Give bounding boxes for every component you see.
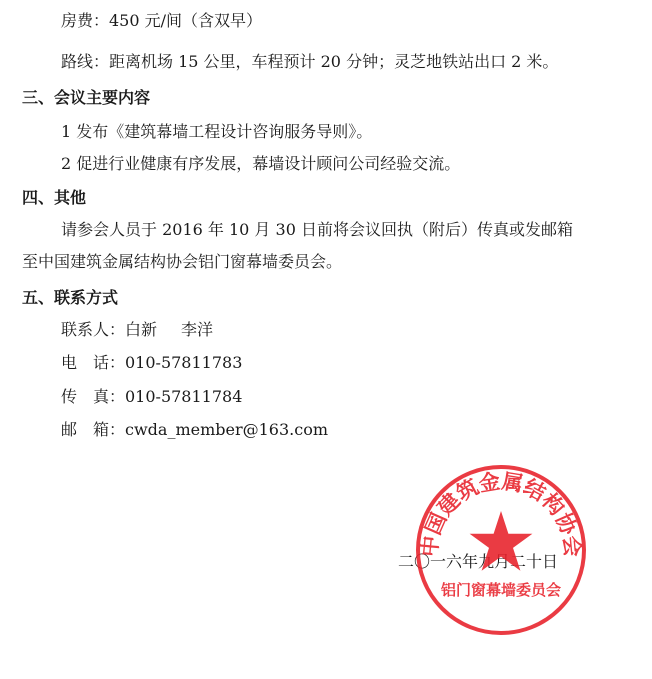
- contact-name-1: 白新: [125, 320, 158, 339]
- document-date: 二〇一六年九月二十日: [398, 552, 559, 571]
- seal-graphic: [414, 463, 588, 637]
- section5-heading: 五、联系方式: [22, 288, 119, 307]
- section3-item1: 1 发布《建筑幕墙工程设计咨询服务导则》。: [61, 122, 373, 141]
- seal-outer-text: 中国建筑金属结构协会: [417, 469, 585, 558]
- contact-fax: 传 真：010-57811784: [61, 387, 243, 406]
- contact-phone: 电 话：010-57811783: [61, 353, 243, 372]
- official-seal: [414, 463, 588, 637]
- contact-name-2: 李洋: [181, 320, 214, 339]
- seal-inner-text: 铝门窗幕墙委员会: [440, 581, 562, 599]
- lodging-fee: 房费：450 元/间（含双早）: [61, 11, 263, 30]
- lodging-route: 路线：距离机场 15 公里，车程预计 20 分钟；灵芝地铁站出口 2 米。: [61, 52, 559, 71]
- contact-person-row: [61, 320, 213, 340]
- section4-para-line2: 至中国建筑金属结构协会铝门窗幕墙委员会。: [22, 252, 343, 271]
- section3-heading: 三、会议主要内容: [22, 88, 151, 107]
- contact-label: 联系人：: [61, 320, 126, 339]
- section4-heading: 四、其他: [22, 188, 87, 207]
- section4-para-line1: 请参会人员于 2016 年 10 月 30 日前将会议回执（附后）传真或发邮箱: [61, 220, 573, 239]
- section3-item2: 2 促进行业健康有序发展，幕墙设计顾问公司经验交流。: [61, 154, 461, 173]
- contact-email: 邮 箱：cwda_member@163.com: [61, 420, 329, 439]
- seal-star-icon: [470, 511, 533, 571]
